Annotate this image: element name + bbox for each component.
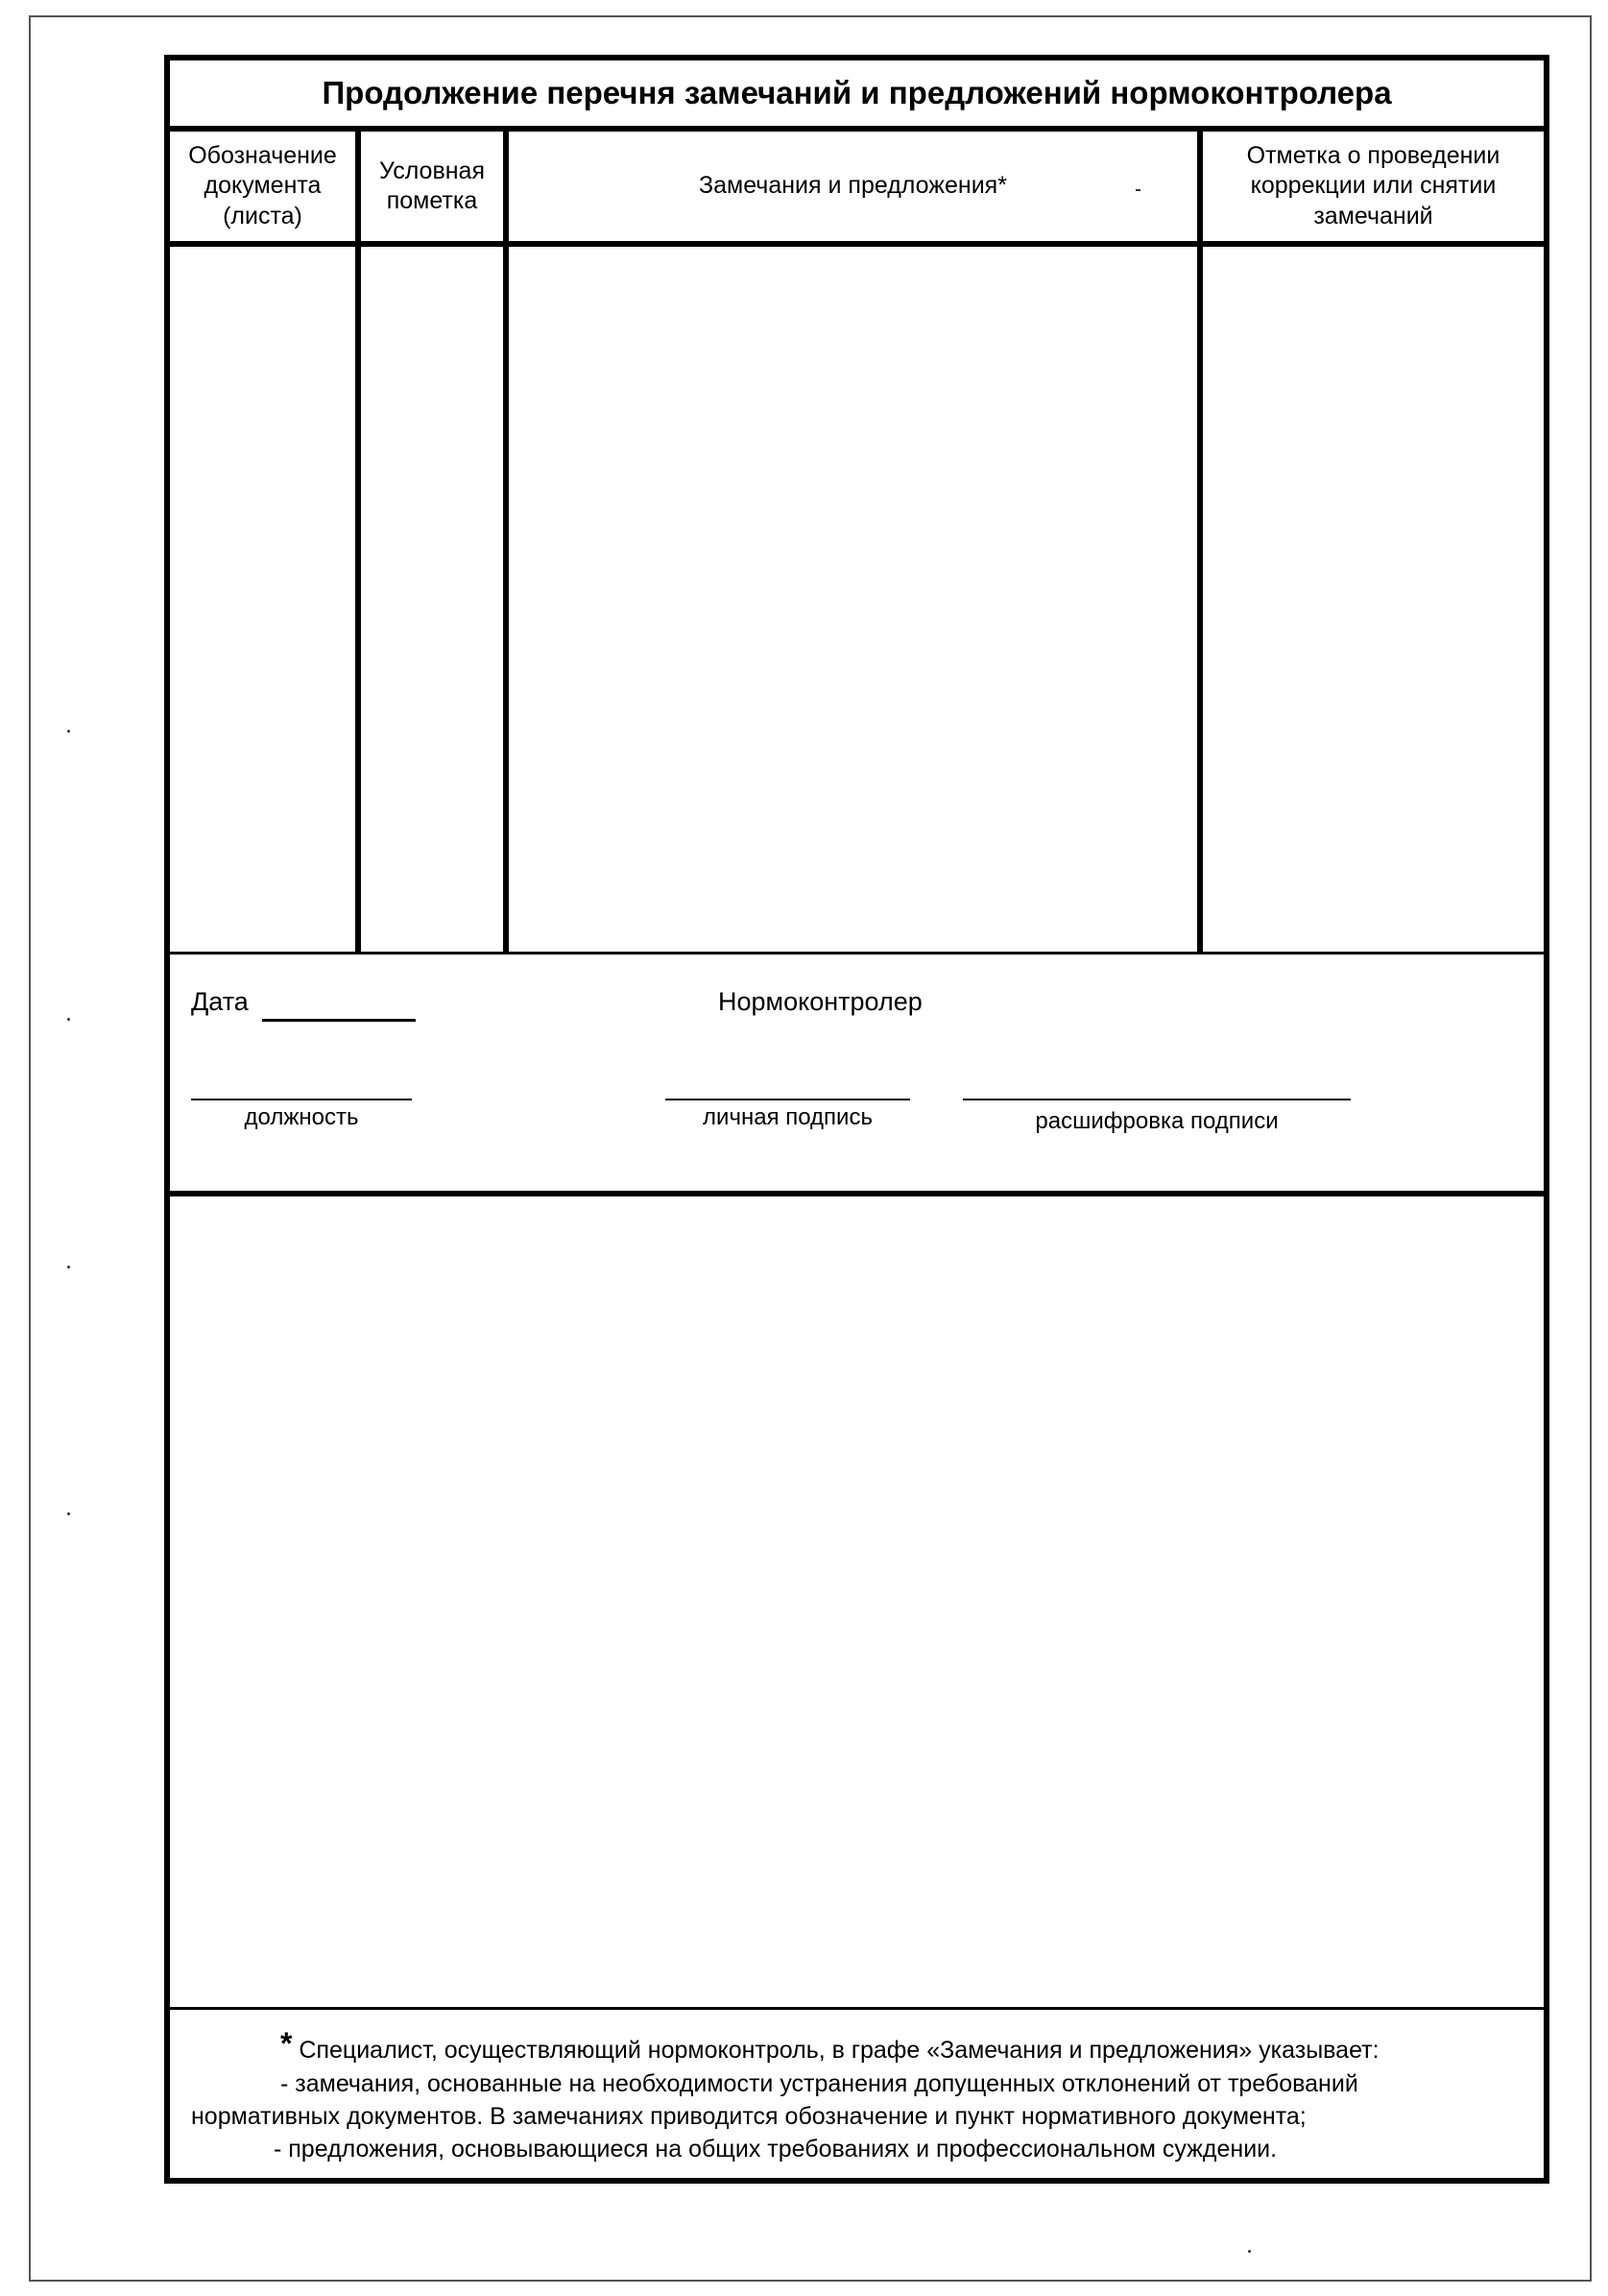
scan-speck	[67, 1266, 70, 1269]
scan-speck	[1136, 189, 1140, 191]
signature-block	[170, 955, 1544, 1196]
normcontrol-form	[164, 55, 1549, 2184]
normcontroller-label: Нормоконтролер	[718, 987, 923, 1016]
remarks-table-body	[170, 247, 1544, 955]
date-underline	[262, 1019, 416, 1022]
position-underline	[191, 1099, 412, 1100]
scan-speck	[67, 730, 70, 733]
footnote-text-1: Специалист, осуществляющий нормоконтроль, в графе «Замечания и предложения» указывает:	[299, 2037, 1380, 2064]
signature-underline	[665, 1099, 910, 1100]
signature-caption: личная подпись	[703, 1104, 873, 1130]
footnote-asterisk: *	[280, 2026, 293, 2061]
column-header-conditional-mark: Условная пометка	[378, 157, 485, 214]
form-title: Продолжение перечня замечаний и предложений нормоконтролера	[170, 60, 1544, 132]
footnote-line-2: - замечания, основанные на необходимости устранения допущенных отклонений от требований	[280, 2070, 1358, 2097]
column-header-document-designation: Обозначение документа (листа)	[188, 142, 337, 230]
footnote	[170, 2010, 1544, 2178]
blank-area	[170, 1196, 1544, 2010]
scan-speck	[1248, 2250, 1251, 2253]
decryption-caption: расшифровка подписи	[1035, 1108, 1279, 1134]
position-caption: должность	[244, 1104, 359, 1130]
footnote-line-4: - предложения, основывающиеся на общих требованиях и профессиональном суждении.	[274, 2136, 1278, 2163]
scan-speck	[67, 1018, 70, 1021]
scan-speck	[67, 1512, 70, 1515]
column-header-correction-mark: Отметка о проведении коррекции или снятии замечаний	[1246, 142, 1500, 230]
date-label: Дата	[191, 987, 249, 1016]
footnote-line-1	[280, 2026, 1380, 2066]
table-header-row	[170, 132, 1544, 247]
column-header-remarks: Замечания и предложения*	[699, 172, 1007, 200]
decryption-underline	[963, 1099, 1351, 1100]
footnote-line-3: нормативных документов. В замечаниях приводится обозначение и пункт нормативного документа;	[191, 2103, 1307, 2130]
